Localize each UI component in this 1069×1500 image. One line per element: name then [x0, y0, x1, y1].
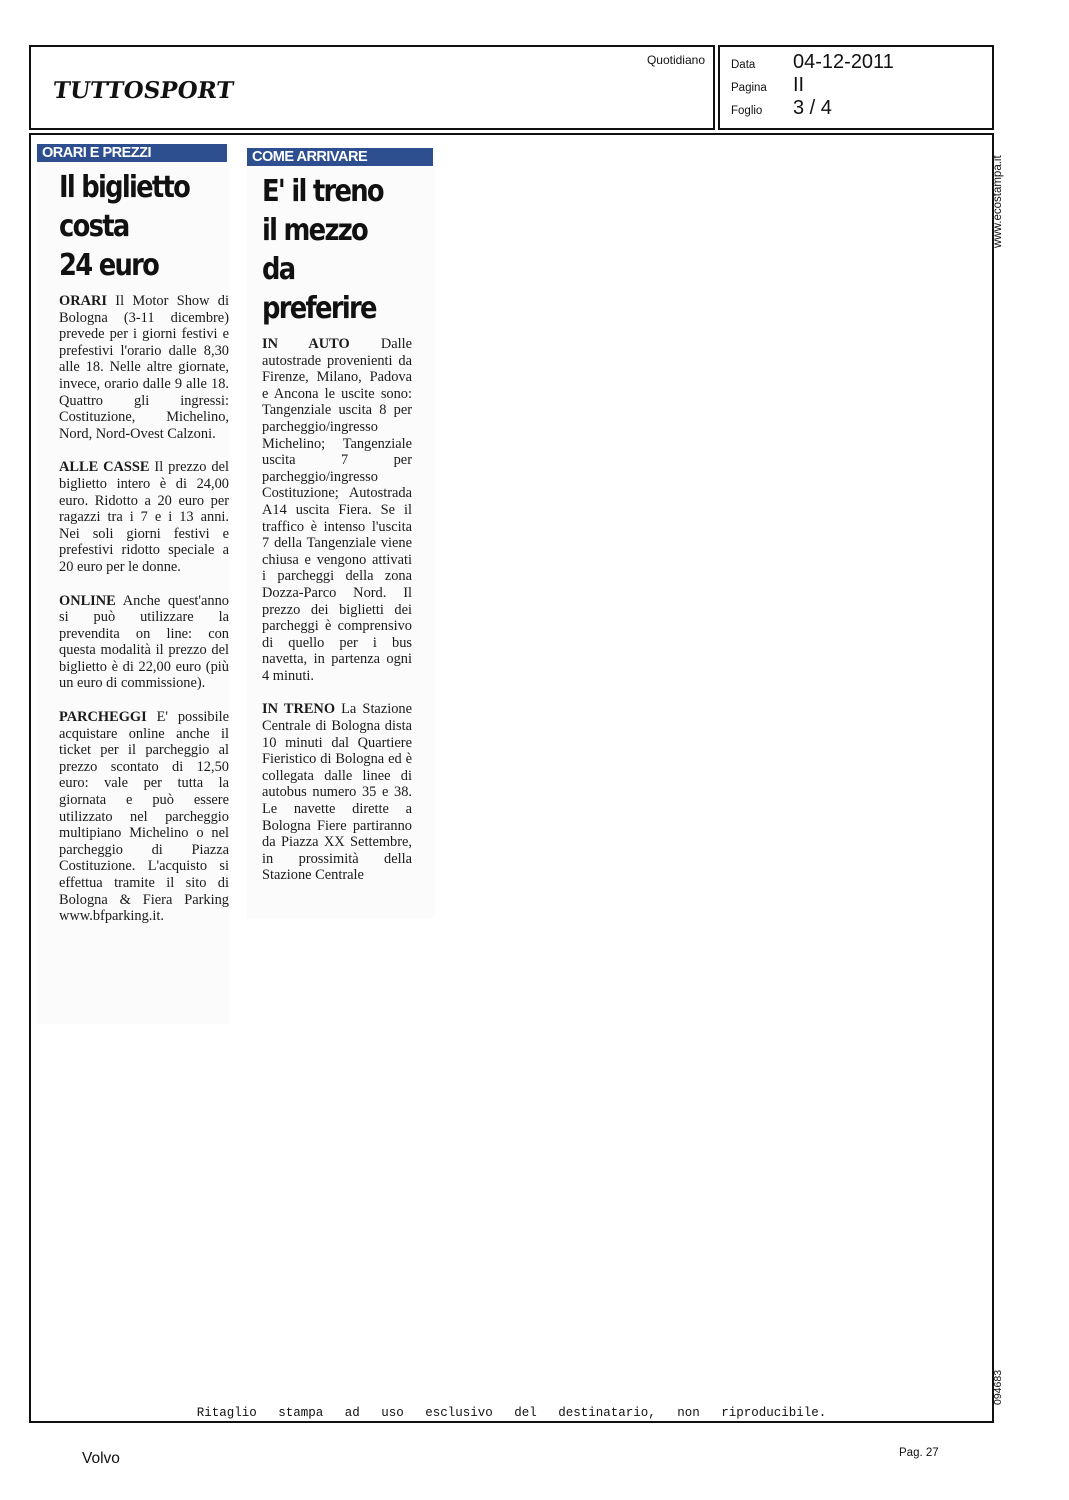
headline-line: Il biglietto	[59, 170, 190, 205]
paragraph-lead: PARCHEGGI	[59, 709, 147, 726]
section-tag: COME ARRIVARE	[247, 148, 433, 166]
page-value: II	[793, 74, 805, 96]
headline-line: 24 euro	[59, 248, 159, 283]
article-body	[262, 336, 412, 884]
page-number: Pag. 27	[899, 1447, 939, 1459]
paragraph-text: La Stazione Centrale di Bologna dista 10 minuti dal Quartiere Fieristico di Bologna ed è collegata dalle linee di autobus numero 35 e 38. Le navette dirette a Bologna Fiere partiranno da Piazza XX Settembre, in prossimità della Stazione Centrale	[262, 701, 412, 884]
sheet-row	[731, 97, 832, 120]
paragraph-lead: ORARI	[59, 293, 107, 309]
page-label: Pagina	[731, 82, 767, 94]
headline-line: costa	[59, 209, 129, 244]
page-row	[731, 74, 804, 97]
paragraph-text: Il prezzo del biglietto intero è di 24,00 euro. Ridotto a 20 euro per ragazzi tra i 7 e i 13 anni. Nei soli giorni festivi e prefestivi ridotto speciale a 20 euro per le donne.	[59, 459, 229, 575]
date-label: Data	[731, 59, 756, 71]
paragraph	[59, 593, 229, 693]
paragraph	[59, 459, 229, 575]
headline-line: E' il treno	[262, 174, 383, 209]
newspaper-logo: TUTTOSPORT	[51, 77, 236, 104]
article-orari-prezzi	[37, 144, 229, 1024]
client-name: Volvo	[82, 1450, 120, 1467]
copyright-note: Ritaglio stampa ad uso esclusivo del destinatario, non riproducibile.	[196, 1406, 827, 1420]
side-code: 094683	[992, 1369, 1004, 1405]
paragraph	[262, 336, 412, 684]
paragraph	[59, 709, 229, 925]
paragraph-lead: IN AUTO	[262, 336, 350, 352]
article-come-arrivare	[247, 148, 435, 918]
sheet-label: Foglio	[731, 105, 763, 117]
article-body	[59, 293, 229, 925]
paragraph	[262, 701, 412, 884]
headline-line: il mezzo	[262, 213, 368, 248]
headline-line: da preferire	[262, 252, 376, 326]
paragraph-lead: IN TRENO	[262, 701, 336, 718]
header-meta-box	[718, 45, 994, 130]
section-tag: ORARI E PREZZI	[37, 144, 227, 162]
paragraph-text: Anche quest'anno si può utilizzare la prevendita on line: con questa modalità il prezzo del biglietto è di 22,00 euro (più un euro di commissione).	[59, 592, 229, 692]
date-row	[731, 51, 894, 74]
paragraph-text: E' possibile acquistare online anche il ticket per il parcheggio al prezzo scontato di 12,50 euro: vale per tutta la giornata e può essere utilizzato nel parcheggio multipiano Michelino o nel parcheggio di Piazza Costituzione. L'acquisto si effettua tramite il sito di Bologna & Fiera Parking www.bfparking.it.	[59, 709, 229, 925]
paragraph-text: Il Motor Show di Bologna (3-11 dicembre) prevede per i giorni festivi e prefestivi l'orario dalle 8,30 alle 18. Nelle altre giornate, invece, orario dalle 9 alle 18. Quattro gli ingressi: Costituzione, Michelino, Nord, Nord-Ovest Calzoni.	[59, 293, 229, 442]
article-headline	[59, 168, 205, 285]
article-headline	[262, 172, 411, 328]
paragraph-lead: ALLE CASSE	[59, 459, 150, 476]
paragraph-lead: ONLINE	[59, 592, 116, 609]
side-url: www.ecostampa.it	[992, 155, 1004, 248]
date-value: 04-12-2011	[793, 51, 894, 73]
header-left-box	[29, 45, 715, 130]
paragraph	[59, 293, 229, 442]
paragraph-text: Dalle autostrade provenienti da Firenze, Milano, Padova e Ancona le uscite sono: Tangenziale uscita 8 per parcheggio/ingresso Michelino; Tangenziale uscita 7 per parcheggio/ingresso Costituzione; Autostrada A14 uscita Fiera. Se il traffico è intenso l'uscita 7 della Tangenziale viene chiusa e vengono attivati i parcheggi della zona Dozza-Parco Nord. Il prezzo dei biglietti dei parcheggi è comprensivo di quello per i bus navetta, in partenza ogni 4 minuti.	[262, 336, 412, 684]
publication-type: Quotidiano	[646, 53, 705, 67]
sheet-value: 3 / 4	[793, 97, 832, 119]
